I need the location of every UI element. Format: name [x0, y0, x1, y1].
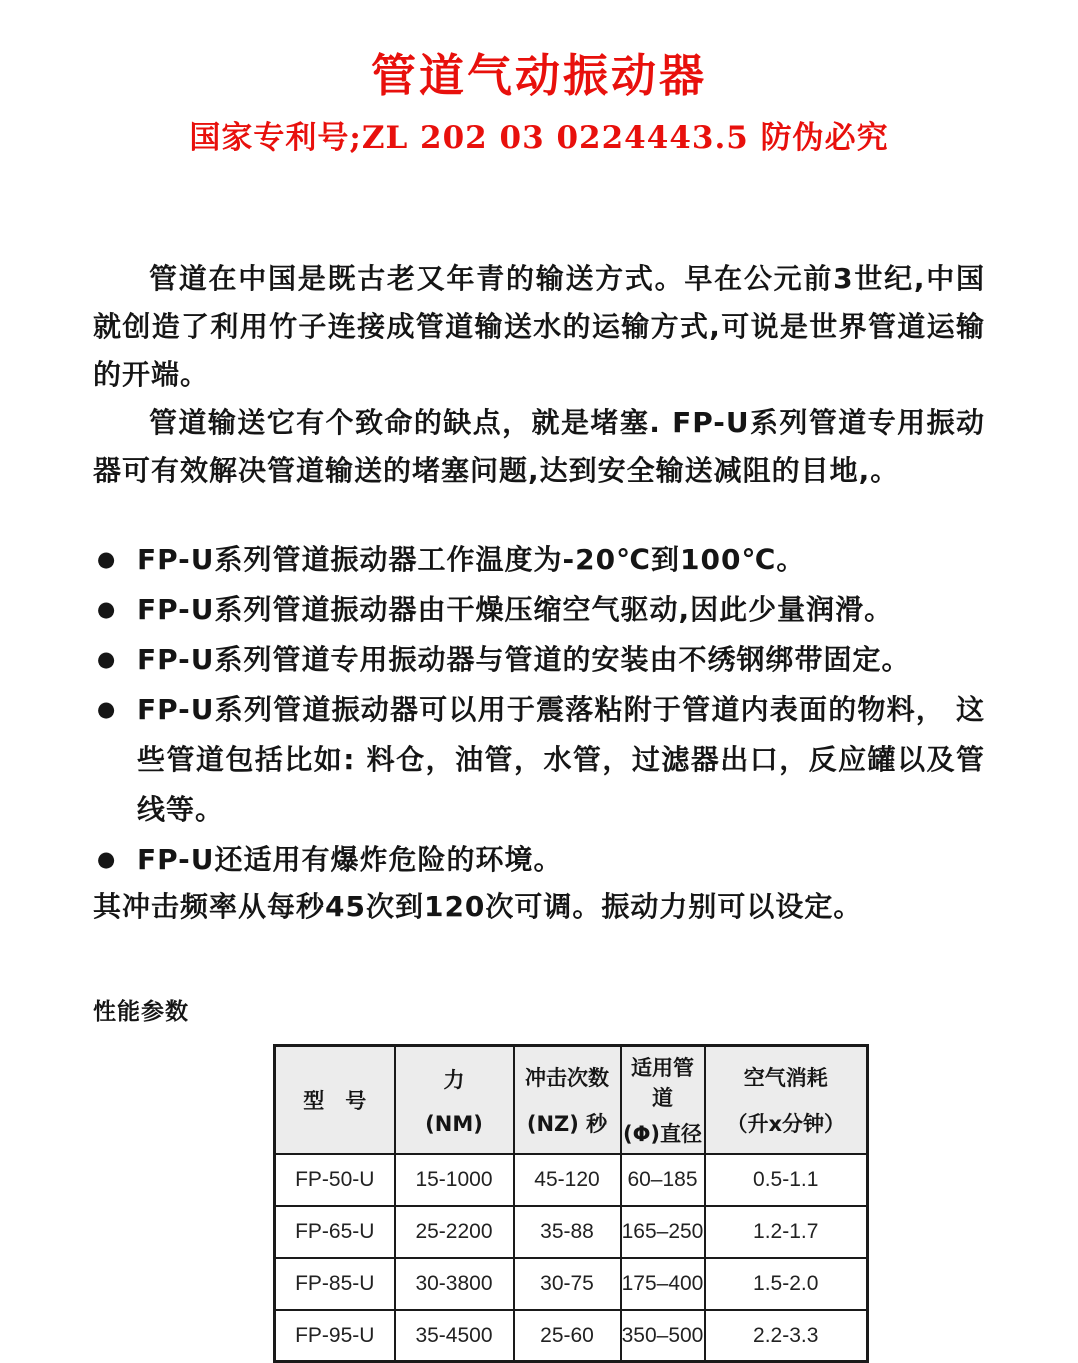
list-item-text: FP-U还适用有爆炸危险的环境。: [137, 842, 563, 876]
impact-cell: 25-60: [514, 1310, 621, 1362]
column-header-text: 型 号: [303, 1088, 367, 1113]
list-item: [93, 685, 985, 835]
list-item: [93, 635, 985, 685]
intro-paragraphs: [93, 255, 985, 495]
air-cell: 1.5-2.0: [705, 1258, 868, 1310]
bullet-icon: ●: [97, 546, 117, 571]
feature-list: [93, 535, 985, 885]
patent-number-subtitle: 国家专利号;ZL 202 03 0224443.5 防伪必究: [189, 119, 889, 156]
document-body: [93, 255, 985, 1363]
model-cell: FP-50-U: [275, 1154, 395, 1206]
table-row: [275, 1154, 868, 1206]
model-cell: FP-65-U: [275, 1206, 395, 1258]
force-cell: 25-2200: [395, 1206, 514, 1258]
column-header-pipe: [621, 1045, 705, 1154]
force-cell: 35-4500: [395, 1310, 514, 1362]
column-header-text: 冲击次数: [525, 1066, 609, 1091]
air-cell: 1.2-1.7: [705, 1206, 868, 1258]
intro-paragraph-2: 管道输送它有个致命的缺点，就是堵塞. FP-U系列管道专用振动器可有效解决管道输送的堵塞问题,达到安全输送减阻的目地,。: [93, 405, 985, 487]
impact-cell: 45-120: [514, 1154, 621, 1206]
pipe-cell: 60–185: [621, 1154, 705, 1206]
column-header-text: 适用管道: [631, 1056, 694, 1111]
column-header-model: [275, 1045, 395, 1154]
intro-paragraph-1: 管道在中国是既古老又年青的输送方式。早在公元前3世纪,中国就创造了利用竹子连接成管道输送水的运输方式,可说是世界管道运输的开端。: [93, 261, 985, 391]
column-header-text: 力: [443, 1068, 465, 1093]
bullet-icon: ●: [97, 846, 117, 871]
list-item: [93, 535, 985, 585]
column-header-unit: （升x分钟）: [726, 1111, 846, 1136]
bullet-icon: ●: [97, 646, 117, 671]
list-item: [93, 585, 985, 635]
impact-cell: 35-88: [514, 1206, 621, 1258]
column-header-force: [395, 1045, 514, 1154]
column-header-unit: (NM): [425, 1111, 483, 1136]
page-title: 管道气动振动器: [370, 49, 707, 102]
list-item-text: FP-U系列管道振动器由干燥压缩空气驱动,因此少量润滑。: [137, 592, 894, 626]
table-header-row: [275, 1045, 868, 1154]
column-header-text: 空气消耗: [743, 1066, 828, 1091]
performance-section-label: 性能参数: [93, 998, 189, 1025]
air-cell: 0.5-1.1: [705, 1154, 868, 1206]
impact-cell: 30-75: [514, 1258, 621, 1310]
list-item-text: FP-U系列管道振动器工作温度为-20℃到100℃。: [137, 542, 806, 576]
pipe-cell: 165–250: [621, 1206, 705, 1258]
table-row: [275, 1206, 868, 1258]
column-header-unit: (NZ) 秒: [526, 1111, 608, 1136]
list-item-text: FP-U系列管道专用振动器与管道的安装由不绣钢绑带固定。: [137, 642, 911, 676]
list-item: [93, 835, 985, 885]
pipe-cell: 350–500: [621, 1310, 705, 1362]
table-row: [275, 1310, 868, 1362]
model-cell: FP-95-U: [275, 1310, 395, 1362]
air-cell: 2.2-3.3: [705, 1310, 868, 1362]
bullet-icon: ●: [97, 696, 117, 721]
document-page: [0, 50, 1078, 1355]
table-row: [275, 1258, 868, 1310]
model-cell: FP-85-U: [275, 1258, 395, 1310]
list-item-text: FP-U系列管道振动器可以用于震落粘附于管道内表面的物料， 这些管道包括比如: 料仓，油管，水管，过滤器出口，反应罐以及管线等。: [137, 692, 985, 826]
frequency-note: 其冲击频率从每秒45次到120次可调。振动力别可以设定。: [93, 889, 863, 923]
force-cell: 30-3800: [395, 1258, 514, 1310]
column-header-impact: [514, 1045, 621, 1154]
column-header-air: [705, 1045, 868, 1154]
column-header-unit: (Φ)直径: [622, 1121, 703, 1146]
bullet-icon: ●: [97, 596, 117, 621]
spec-table: [273, 1044, 869, 1363]
force-cell: 15-1000: [395, 1154, 514, 1206]
pipe-cell: 175–400: [621, 1258, 705, 1310]
